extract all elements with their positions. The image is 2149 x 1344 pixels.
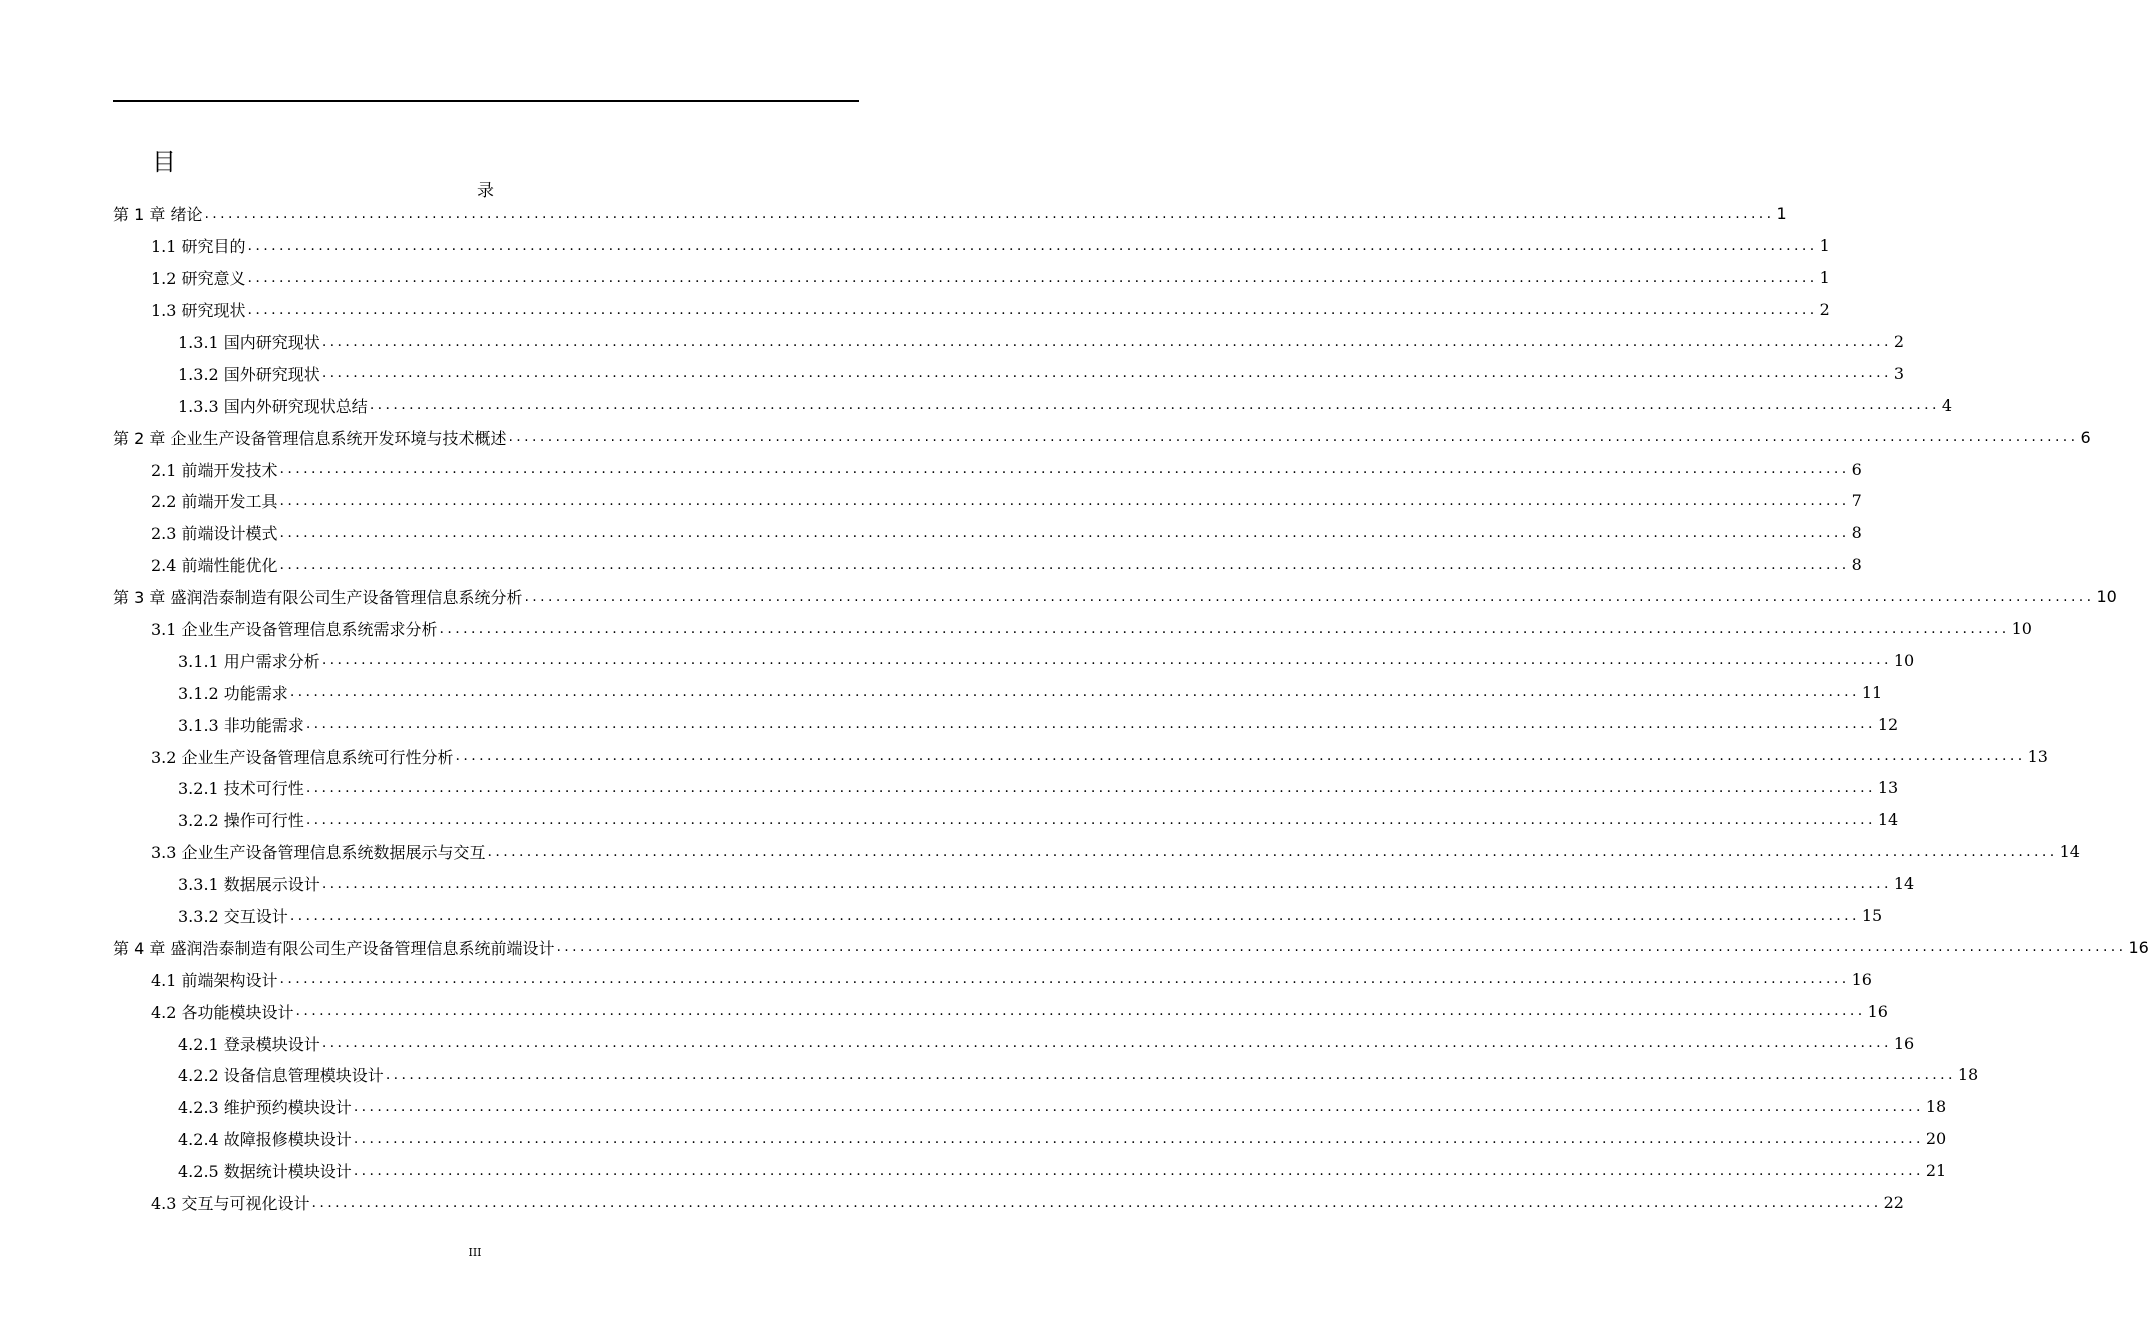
toc-entry-label: 3.3 企业生产设备管理信息系统数据展示与交互 [151,843,486,863]
toc-entry-label: 1.1 研究目的 [151,237,246,257]
dot-leader: ........................................................................................................................................................................................................ [247,301,1818,318]
toc-entry-label: 3.1.3 非功能需求 [178,715,304,735]
toc-entry[interactable] [113,644,1915,676]
dot-leader: ........................................................................................................................................................................................................ [369,397,1940,414]
toc-entry-label: 3.1.2 功能需求 [178,683,288,703]
table-of-contents [113,198,2149,1219]
dot-leader: ........................................................................................................................................................................................................ [508,429,2079,446]
dot-leader: ........................................................................................................................................................................................................ [439,620,2010,637]
dot-leader: ........................................................................................................................................................................................................ [279,492,1850,509]
toc-entry[interactable] [113,421,2091,453]
dot-leader: ........................................................................................................................................................................................................ [289,907,1860,924]
toc-entry-page: 14 [1893,874,1915,894]
dot-leader: ........................................................................................................................................................................................................ [321,875,1892,892]
toc-entry[interactable] [113,708,1899,740]
toc-entry-label: 4.1 前端架构设计 [151,970,278,990]
toc-entry-label: 1.3 研究现状 [151,301,246,321]
toc-entry-label: 第 3 章 盛润浩泰制造有限公司生产设备管理信息系统分析 [113,588,523,608]
toc-entry-label: 1.3.2 国外研究现状 [178,364,320,384]
toc-entry-page: 16 [1867,1001,1888,1021]
toc-entry-label: 1.2 研究意义 [151,269,246,289]
toc-entry-label: 2.2 前端开发工具 [151,492,278,512]
toc-entry-page: 8 [1851,523,1862,543]
toc-entry-label: 3.3.1 数据展示设计 [178,875,320,895]
toc-entry[interactable] [113,900,1883,932]
page-number: III [468,1246,482,1259]
toc-entry-label: 4.2.2 设备信息管理模块设计 [178,1066,384,1086]
toc-entry[interactable] [113,549,1862,581]
toc-entry-page: 15 [1861,906,1883,926]
dot-leader: ........................................................................................................................................................................................................ [279,556,1850,573]
dot-leader: ........................................................................................................................................................................................................ [311,1194,1882,1211]
toc-entry-page: 10 [2096,587,2117,607]
dot-leader: ........................................................................................................................................................................................................ [289,684,1860,701]
toc-entry-label: 1.3.1 国内研究现状 [178,333,320,352]
toc-entry-label: 第 4 章 盛润浩泰制造有限公司生产设备管理信息系统前端设计 [113,938,555,958]
toc-entry[interactable] [113,453,1862,485]
toc-entry[interactable] [113,1187,1904,1219]
dot-leader: ........................................................................................................................................................................................................ [353,1162,1924,1179]
toc-entry-label: 4.2.4 故障报修模块设计 [178,1130,352,1150]
toc-entry[interactable] [113,357,1905,389]
dot-leader: ........................................................................................................................................................................................................ [247,237,1818,254]
toc-entry[interactable] [113,517,1862,549]
toc-entry[interactable] [113,294,1830,326]
dot-leader: ........................................................................................................................................................................................................ [204,205,1775,222]
toc-entry-page: 20 [1925,1129,1947,1149]
toc-entry[interactable] [113,676,1883,708]
toc-entry-label: 3.2.2 操作可行性 [178,811,304,831]
toc-entry[interactable] [113,1123,1947,1155]
toc-entry[interactable] [113,326,1905,358]
toc-entry[interactable] [113,581,2117,613]
toc-entry-page: 7 [1851,491,1862,511]
toc-entry[interactable] [113,868,1915,900]
toc-entry-page: 16 [2128,937,2149,957]
toc-entry[interactable] [113,485,1862,517]
toc-entry-label: 4.2.1 登录模块设计 [178,1034,320,1054]
toc-entry-label: 4.2.3 维护预约模块设计 [178,1098,352,1118]
toc-entry-page: 6 [1851,459,1862,479]
toc-entry[interactable] [113,613,2032,645]
toc-entry-page: 16 [1893,1033,1915,1053]
toc-entry-page: 1 [1819,268,1830,288]
toc-entry-page: 18 [1925,1097,1947,1117]
header-rule [113,100,859,102]
toc-entry-page: 14 [1877,810,1899,830]
toc-entry[interactable] [113,262,1830,294]
dot-leader: ........................................................................................................................................................................................................ [295,1003,1866,1020]
toc-entry[interactable] [113,1027,1915,1059]
toc-entry-page: 10 [2011,619,2032,639]
toc-title-top: 目 [152,148,176,176]
toc-entry-label: 2.3 前端设计模式 [151,524,278,544]
dot-leader: ........................................................................................................................................................................................................ [305,811,1876,828]
toc-entry-label: 第 1 章 绪论 [113,205,203,225]
toc-entry-label: 4.2.5 数据统计模块设计 [178,1162,352,1182]
dot-leader: ........................................................................................................................................................................................................ [321,652,1892,669]
toc-entry-page: 2 [1893,332,1905,351]
dot-leader: ........................................................................................................................................................................................................ [385,1066,1956,1083]
toc-entry-label: 第 2 章 企业生产设备管理信息系统开发环境与技术概述 [113,428,507,448]
toc-entry-page: 1 [1819,236,1830,256]
toc-entry[interactable] [113,772,1899,804]
toc-entry-label: 3.2.1 技术可行性 [178,779,304,799]
dot-leader: ........................................................................................................................................................................................................ [279,971,1850,988]
toc-entry-page: 8 [1851,555,1862,575]
toc-entry-page: 14 [2059,842,2080,862]
toc-entry[interactable] [113,1059,1979,1091]
toc-entry-label: 2.1 前端开发技术 [151,460,278,480]
toc-entry-page: 16 [1851,969,1872,989]
toc-entry-page: 12 [1877,714,1899,734]
toc-entry[interactable] [113,1155,1947,1187]
dot-leader: ........................................................................................................................................................................................................ [487,843,2058,860]
toc-entry-label: 4.2 各功能模块设计 [151,1002,294,1022]
toc-entry-label: 4.3 交互与可视化设计 [151,1194,310,1214]
dot-leader: ........................................................................................................................................................................................................ [247,269,1818,286]
toc-entry-page: 3 [1893,363,1905,383]
dot-leader: ........................................................................................................................................................................................................ [279,524,1850,541]
dot-leader: ........................................................................................................................................................................................................ [305,716,1876,733]
toc-entry-label: 3.2 企业生产设备管理信息系统可行性分析 [151,747,454,767]
dot-leader: ........................................................................................................................................................................................................ [524,588,2095,605]
toc-entry[interactable] [113,198,1787,230]
toc-entry[interactable] [113,931,2149,963]
toc-entry-page: 11 [1861,682,1883,702]
dot-leader: ........................................................................................................................................................................................................ [353,1098,1924,1115]
toc-entry[interactable] [113,995,1888,1027]
toc-entry[interactable] [113,1091,1947,1123]
toc-entry-label: 3.3.2 交互设计 [178,907,288,927]
toc-entry-page: 18 [1957,1065,1979,1085]
toc-entry-page: 1 [1776,204,1787,224]
dot-leader: ........................................................................................................................................................................................................ [321,1035,1892,1052]
toc-entry-page: 22 [1883,1193,1904,1213]
toc-entry-label: 2.4 前端性能优化 [151,556,278,576]
toc-entry-label: 3.1.1 用户需求分析 [178,651,320,671]
toc-entry[interactable] [113,230,1830,262]
dot-leader: ........................................................................................................................................................................................................ [556,939,2127,956]
toc-entry-page: 4 [1941,395,1953,415]
toc-entry-page: 21 [1925,1161,1947,1181]
dot-leader: ........................................................................................................................................................................................................ [279,461,1850,478]
dot-leader: ........................................................................................................................................................................................................ [353,1130,1924,1147]
toc-title-bottom: 录 [477,181,494,201]
toc-entry[interactable] [113,804,1899,836]
toc-entry-label: 1.3.3 国内外研究现状总结 [178,396,368,416]
toc-entry[interactable] [113,740,2048,772]
toc-entry[interactable] [113,836,2080,868]
toc-entry-page: 2 [1819,300,1830,320]
dot-leader: ........................................................................................................................................................................................................ [455,748,2026,765]
toc-entry-page: 13 [2027,746,2048,766]
dot-leader: ........................................................................................................................................................................................................ [305,779,1876,796]
toc-entry-page: 10 [1893,650,1915,670]
dot-leader: ........................................................................................................................................................................................................ [321,365,1892,382]
toc-entry[interactable] [113,963,1872,995]
toc-entry[interactable] [113,389,1953,421]
toc-entry-page: 6 [2080,427,2091,447]
toc-entry-page: 13 [1877,778,1899,798]
dot-leader: ........................................................................................................................................................................................................ [321,333,1892,350]
toc-entry-label: 3.1 企业生产设备管理信息系统需求分析 [151,620,438,640]
